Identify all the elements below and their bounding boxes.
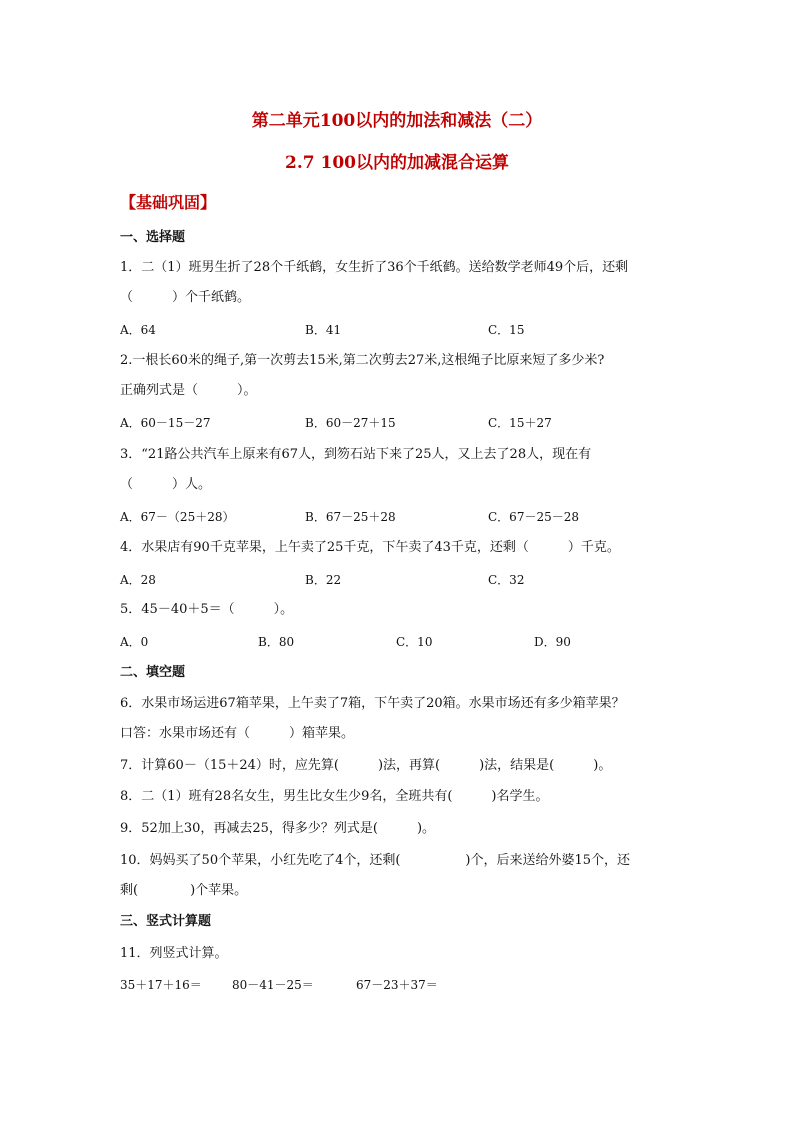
- section-heading-choice: 一、选择题: [120, 230, 186, 245]
- question-9-text: 9．52加上30，再减去25，得多少？列式是( )。: [120, 821, 436, 836]
- question-4-text: 4．水果店有90千克苹果，上午卖了25千克，下午卖了43千克，还剩（ ）千克。: [120, 540, 620, 555]
- question-4-option-c: C．32: [488, 573, 525, 587]
- question-5-option-d: D．90: [534, 635, 571, 649]
- question-5-option-c: C．10: [396, 635, 433, 649]
- question-5-option-b: B．80: [258, 635, 295, 649]
- question-7-text: 7．计算60－（15＋24）时，应先算( )法，再算( )法，结果是( )。: [120, 758, 612, 773]
- question-2-option-a: A．60－15－27: [120, 416, 211, 430]
- section-heading-fill: 二、填空题: [120, 665, 186, 680]
- question-1-option-b: B．41: [305, 323, 342, 337]
- question-2-option-c: C．15＋27: [488, 416, 552, 430]
- question-1-text: 1．二（1）班男生折了28个千纸鹤，女生折了36个千纸鹤。送给数学老师49个后，还剩: [120, 260, 629, 275]
- question-1-option-c: C．15: [488, 323, 525, 337]
- question-6-text: 6．水果市场运进67箱苹果，上午卖了7箱，下午卖了20箱。水果市场还有多少箱苹果？: [120, 696, 625, 711]
- question-3-option-a: A．67－（25＋28）: [120, 510, 235, 524]
- question-6-text-cont: 口答：水果市场还有（ ）箱苹果。: [120, 726, 355, 741]
- question-10-text-cont: 剩( )个苹果。: [120, 883, 248, 898]
- question-8-text: 8．二（1）班有28名女生，男生比女生少9名，全班共有( )名学生。: [120, 789, 549, 804]
- question-11-expression-3: 67－23＋37＝: [356, 978, 438, 992]
- question-3-option-c: C．67－25－28: [488, 510, 579, 524]
- question-4-option-a: A．28: [120, 573, 156, 587]
- section-heading-vertical: 三、竖式计算题: [120, 914, 212, 929]
- question-2-option-b: B．60－27＋15: [305, 416, 396, 430]
- section-tag-basic: 【基础巩固】: [120, 193, 217, 212]
- page-title: 第二单元100以内的加法和减法（二）: [251, 111, 543, 131]
- question-11-text: 11．列竖式计算。: [120, 946, 228, 961]
- question-5-text: 5．45－40＋5＝（ ）。: [120, 602, 294, 617]
- question-3-text: 3．“21路公共汽车上原来有67人，到笏石站下来了25人，又上去了28人，现在有: [120, 447, 592, 462]
- page-subtitle: 2.7 100以内的加减混合运算: [285, 153, 509, 173]
- question-2-text-cont: 正确列式是（ ）。: [120, 383, 257, 398]
- question-5-option-a: A．0: [120, 635, 149, 649]
- question-4-option-b: B．22: [305, 573, 342, 587]
- question-11-expression-1: 35＋17＋16＝: [120, 978, 202, 992]
- question-1-text-cont: （ ）个千纸鹤。: [120, 290, 251, 305]
- question-2-text: 2.一根长60米的绳子,第一次剪去15米,第二次剪去27米,这根绳子比原来短了多少米?: [120, 353, 605, 368]
- question-1-option-a: A．64: [120, 323, 156, 337]
- question-3-option-b: B．67－25＋28: [305, 510, 396, 524]
- question-3-text-cont: （ ）人。: [120, 477, 212, 492]
- question-11-expression-2: 80－41－25＝: [232, 978, 314, 992]
- question-10-text: 10．妈妈买了50个苹果，小红先吃了4个，还剩( )个，后来送给外婆15个，还: [120, 853, 631, 868]
